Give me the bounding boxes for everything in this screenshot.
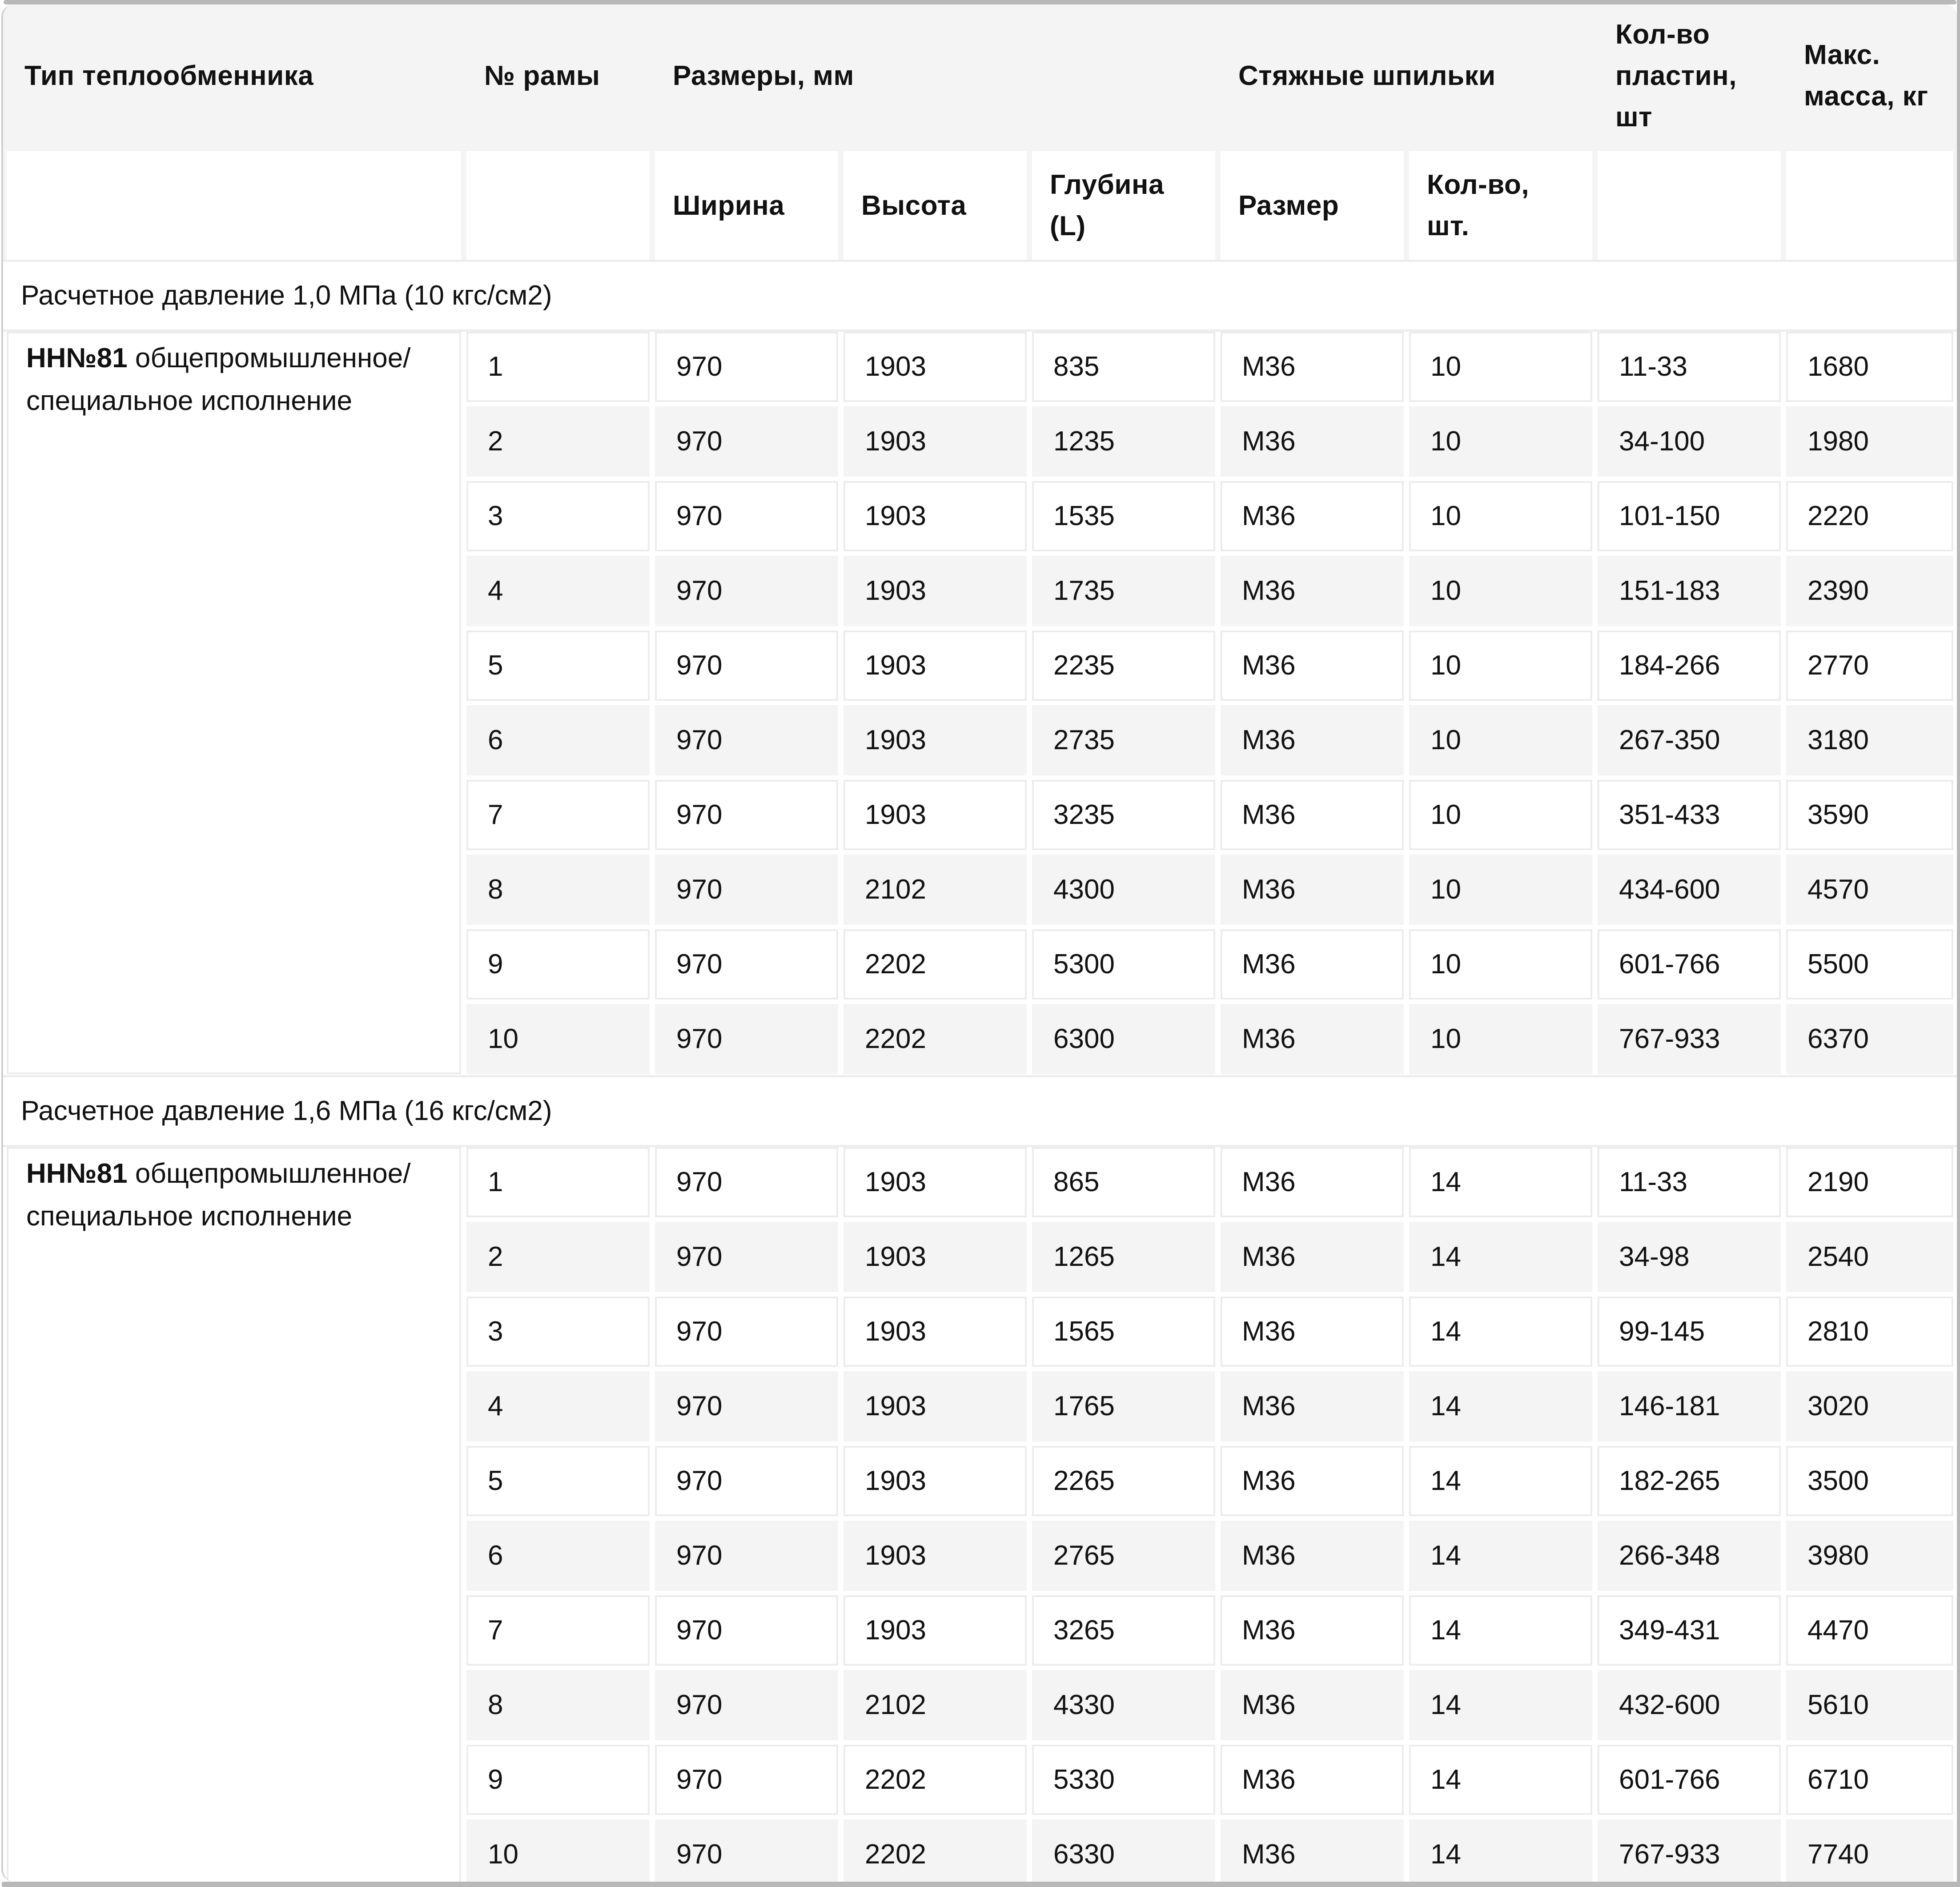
data-cell: 2810: [1786, 1297, 1953, 1367]
data-cell: 3020: [1786, 1371, 1953, 1441]
data-cell: 14: [1409, 1595, 1592, 1666]
data-cell: 266-348: [1598, 1521, 1781, 1591]
data-cell: 1903: [843, 1521, 1027, 1591]
data-cell: 10: [1409, 332, 1592, 402]
data-cell: М36: [1221, 1819, 1404, 1882]
column-subheader-stud-size: Размер: [1221, 151, 1404, 260]
type-desc: общепромышленное/специальное исполнение: [26, 1158, 411, 1232]
data-cell: 14: [1409, 1819, 1592, 1882]
data-cell: 3235: [1032, 780, 1215, 850]
data-cell: 601-766: [1598, 1745, 1781, 1815]
data-cell: 2735: [1032, 705, 1215, 775]
data-cell: 970: [655, 780, 838, 850]
column-header-mass: Макс. масса, кг: [1804, 40, 1928, 112]
data-cell: 14: [1409, 1446, 1592, 1516]
data-cell: 2770: [1786, 630, 1953, 701]
data-cell: 7740: [1786, 1819, 1953, 1882]
data-cell: 1903: [843, 481, 1027, 551]
data-cell: 970: [655, 1595, 838, 1666]
data-cell: 970: [655, 1521, 838, 1591]
data-cell: М36: [1221, 1521, 1404, 1591]
data-cell: 2102: [843, 855, 1027, 925]
data-cell: 432-600: [1598, 1670, 1781, 1740]
data-cell: 34-98: [1598, 1222, 1781, 1292]
data-cell: 1903: [843, 1147, 1027, 1217]
data-cell: 1565: [1032, 1297, 1215, 1367]
data-cell: 4300: [1032, 855, 1215, 925]
data-cell: 2202: [843, 1819, 1027, 1882]
data-cell: 14: [1409, 1147, 1592, 1217]
data-cell: 767-933: [1598, 1004, 1781, 1074]
section-rows: [3, 332, 1957, 1075]
data-cell: 7: [466, 1595, 650, 1666]
data-cell: 4330: [1032, 1670, 1215, 1740]
data-cell: 10: [1409, 481, 1592, 551]
data-cell: М36: [1221, 1595, 1404, 1666]
data-cell: 970: [655, 1819, 838, 1882]
data-cell: 9: [466, 929, 650, 1000]
data-cell: 1903: [843, 332, 1027, 402]
data-cell: 2202: [843, 1004, 1027, 1074]
data-cell: 2102: [843, 1670, 1027, 1740]
data-cell: 5300: [1032, 929, 1215, 1000]
data-cell: 14: [1409, 1670, 1592, 1740]
data-cell: 1980: [1786, 406, 1953, 477]
data-cell: М36: [1221, 1147, 1404, 1217]
data-cell: 4570: [1786, 855, 1953, 925]
data-cell: 970: [655, 929, 838, 1000]
data-cell: 5: [466, 630, 650, 701]
data-cell: М36: [1221, 855, 1404, 925]
pressure-section: [3, 1075, 1957, 1882]
data-cell: 970: [655, 1446, 838, 1516]
data-cell: 970: [655, 1147, 838, 1217]
data-cell: 865: [1032, 1147, 1215, 1217]
data-cell: М36: [1221, 556, 1404, 626]
data-cell: 1903: [843, 1595, 1027, 1666]
data-cell: М36: [1221, 1446, 1404, 1516]
horizontal-scrollbar-top[interactable]: [4, 0, 1956, 4]
data-cell: 1903: [843, 1297, 1027, 1367]
data-cell: 10: [1409, 406, 1592, 477]
data-cell: 14: [1409, 1297, 1592, 1367]
data-cell: 970: [655, 1222, 838, 1292]
table-sheet: [1, 4, 1957, 1882]
data-cell: 5610: [1786, 1670, 1953, 1740]
data-cell: 970: [655, 630, 838, 701]
data-cell: М36: [1221, 929, 1404, 1000]
data-cell: 970: [655, 332, 838, 402]
data-cell: 10: [1409, 705, 1592, 775]
section-rows: [3, 1147, 1957, 1882]
data-cell: 5500: [1786, 929, 1953, 1000]
data-cell: 1265: [1032, 1222, 1215, 1292]
type-model: НН№81: [26, 343, 128, 373]
heat-exchanger-type-text: [26, 1152, 442, 1238]
data-cell: 970: [655, 481, 838, 551]
section-title: Расчетное давление 1,6 МПа (16 кгс/см2): [3, 1075, 1957, 1147]
horizontal-scrollbar-bottom[interactable]: [2, 1882, 1958, 1887]
data-cell: 2: [466, 406, 650, 477]
data-cell: М36: [1221, 1371, 1404, 1441]
data-cell: 4: [466, 1371, 650, 1441]
data-cell: М36: [1221, 332, 1404, 402]
column-subheader-depth: Глубина (L): [1032, 151, 1215, 260]
data-cell: 4470: [1786, 1595, 1953, 1666]
data-cell: 351-433: [1598, 780, 1781, 850]
column-subheader-width: Ширина: [655, 151, 838, 260]
data-cell: М36: [1221, 1745, 1404, 1815]
data-cell: 970: [655, 855, 838, 925]
data-cell: М36: [1221, 1222, 1404, 1292]
data-cell: 184-266: [1598, 630, 1781, 701]
data-cell: 10: [1409, 929, 1592, 1000]
data-cell: 970: [655, 1004, 838, 1074]
type-desc: общепромышленное/специальное исполнение: [26, 343, 411, 417]
data-cell: 2: [466, 1222, 650, 1292]
data-cell: 10: [1409, 630, 1592, 701]
data-cell: 349-431: [1598, 1595, 1781, 1666]
data-cell: 1680: [1786, 332, 1953, 402]
heat-exchanger-type-cell: [7, 332, 461, 1074]
data-cell: 1765: [1032, 1371, 1215, 1441]
data-cell: 1903: [843, 705, 1027, 775]
data-cell: 7: [466, 780, 650, 850]
data-cell: 3: [466, 481, 650, 551]
data-cell: 3265: [1032, 1595, 1215, 1666]
data-cell: 14: [1409, 1222, 1592, 1292]
data-cell: 6330: [1032, 1819, 1215, 1882]
data-cell: 970: [655, 556, 838, 626]
data-cell: М36: [1221, 630, 1404, 701]
data-cell: 10: [1409, 855, 1592, 925]
data-cell: 1903: [843, 556, 1027, 626]
data-cell: 2220: [1786, 481, 1953, 551]
data-cell: 182-265: [1598, 1446, 1781, 1516]
data-cell: 3500: [1786, 1446, 1953, 1516]
data-cell: 1535: [1032, 481, 1215, 551]
data-cell: 4: [466, 556, 650, 626]
column-subheader-height: Высота: [843, 151, 1027, 260]
data-cell: 99-145: [1598, 1297, 1781, 1367]
data-cell: 8: [466, 855, 650, 925]
data-cell: 5330: [1032, 1745, 1215, 1815]
data-cell: 1903: [843, 1371, 1027, 1441]
data-cell: 2540: [1786, 1222, 1953, 1292]
data-cell: 6370: [1786, 1004, 1953, 1074]
data-cell: М36: [1221, 1297, 1404, 1367]
data-cell: 6: [466, 705, 650, 775]
table-body: [3, 260, 1957, 1882]
data-cell: 10: [1409, 1004, 1592, 1074]
column-header-studs: Стяжные шпильки: [1238, 60, 1496, 91]
vertical-scrollbar[interactable]: [1957, 0, 1960, 1887]
data-cell: 1: [466, 1147, 650, 1217]
data-cell: М36: [1221, 1670, 1404, 1740]
data-cell: 1903: [843, 1446, 1027, 1516]
data-cell: 1: [466, 332, 650, 402]
data-cell: М36: [1221, 780, 1404, 850]
data-cell: 2235: [1032, 630, 1215, 701]
data-cell: 6300: [1032, 1004, 1215, 1074]
data-cell: М36: [1221, 705, 1404, 775]
column-header-type: Тип теплообменника: [24, 60, 314, 91]
data-cell: 9: [466, 1745, 650, 1815]
data-cell: 11-33: [1598, 332, 1781, 402]
data-cell: М36: [1221, 1004, 1404, 1074]
data-cell: 10: [466, 1004, 650, 1074]
data-cell: 1903: [843, 780, 1027, 850]
data-cell: 970: [655, 406, 838, 477]
data-cell: 6: [466, 1521, 650, 1591]
data-cell: 970: [655, 1745, 838, 1815]
type-model: НН№81: [26, 1158, 128, 1189]
data-cell: 10: [1409, 556, 1592, 626]
data-cell: М36: [1221, 406, 1404, 477]
data-cell: 1235: [1032, 406, 1215, 477]
data-cell: 11-33: [1598, 1147, 1781, 1217]
data-cell: 3980: [1786, 1521, 1953, 1591]
data-cell: 10: [466, 1819, 650, 1882]
data-cell: 6710: [1786, 1745, 1953, 1815]
data-cell: 767-933: [1598, 1819, 1781, 1882]
data-cell: 34-100: [1598, 406, 1781, 477]
column-header-plates: Кол-во пластин, шт: [1615, 19, 1737, 132]
data-cell: 146-181: [1598, 1371, 1781, 1441]
data-cell: 970: [655, 705, 838, 775]
column-subheader-stud-count: Кол-во, шт.: [1409, 151, 1592, 260]
data-cell: 1903: [843, 1222, 1027, 1292]
data-cell: 2202: [843, 929, 1027, 1000]
data-cell: 1735: [1032, 556, 1215, 626]
section-title: Расчетное давление 1,0 МПа (10 кгс/см2): [3, 260, 1957, 332]
data-cell: 14: [1409, 1371, 1592, 1441]
table-header: [3, 4, 1957, 260]
data-cell: 601-766: [1598, 929, 1781, 1000]
heat-exchanger-type-cell: [7, 1147, 461, 1882]
column-subheader-empty: [7, 151, 461, 260]
heat-exchanger-type-text: [26, 337, 442, 422]
data-cell: 2190: [1786, 1147, 1953, 1217]
column-header-dimensions: Размеры, мм: [673, 60, 854, 91]
column-header-frame: № рамы: [484, 60, 600, 91]
data-cell: 434-600: [1598, 855, 1781, 925]
data-cell: 1903: [843, 406, 1027, 477]
data-cell: 2265: [1032, 1446, 1215, 1516]
data-cell: 2390: [1786, 556, 1953, 626]
data-cell: 1903: [843, 630, 1027, 701]
data-cell: 101-150: [1598, 481, 1781, 551]
data-cell: 835: [1032, 332, 1215, 402]
data-cell: 970: [655, 1297, 838, 1367]
data-cell: 10: [1409, 780, 1592, 850]
data-cell: 970: [655, 1670, 838, 1740]
data-cell: 2765: [1032, 1521, 1215, 1591]
column-subheader-empty: [1598, 151, 1781, 260]
column-subheader-empty: [1786, 151, 1953, 260]
data-cell: 3180: [1786, 705, 1953, 775]
data-cell: 14: [1409, 1745, 1592, 1815]
data-cell: 267-350: [1598, 705, 1781, 775]
pressure-section: [3, 260, 1957, 1075]
data-cell: 14: [1409, 1521, 1592, 1591]
data-cell: М36: [1221, 481, 1404, 551]
data-cell: 2202: [843, 1745, 1027, 1815]
data-cell: 3590: [1786, 780, 1953, 850]
data-cell: 5: [466, 1446, 650, 1516]
data-cell: 970: [655, 1371, 838, 1441]
data-cell: 3: [466, 1297, 650, 1367]
column-subheader-empty: [466, 151, 650, 260]
data-cell: 8: [466, 1670, 650, 1740]
data-cell: 151-183: [1598, 556, 1781, 626]
